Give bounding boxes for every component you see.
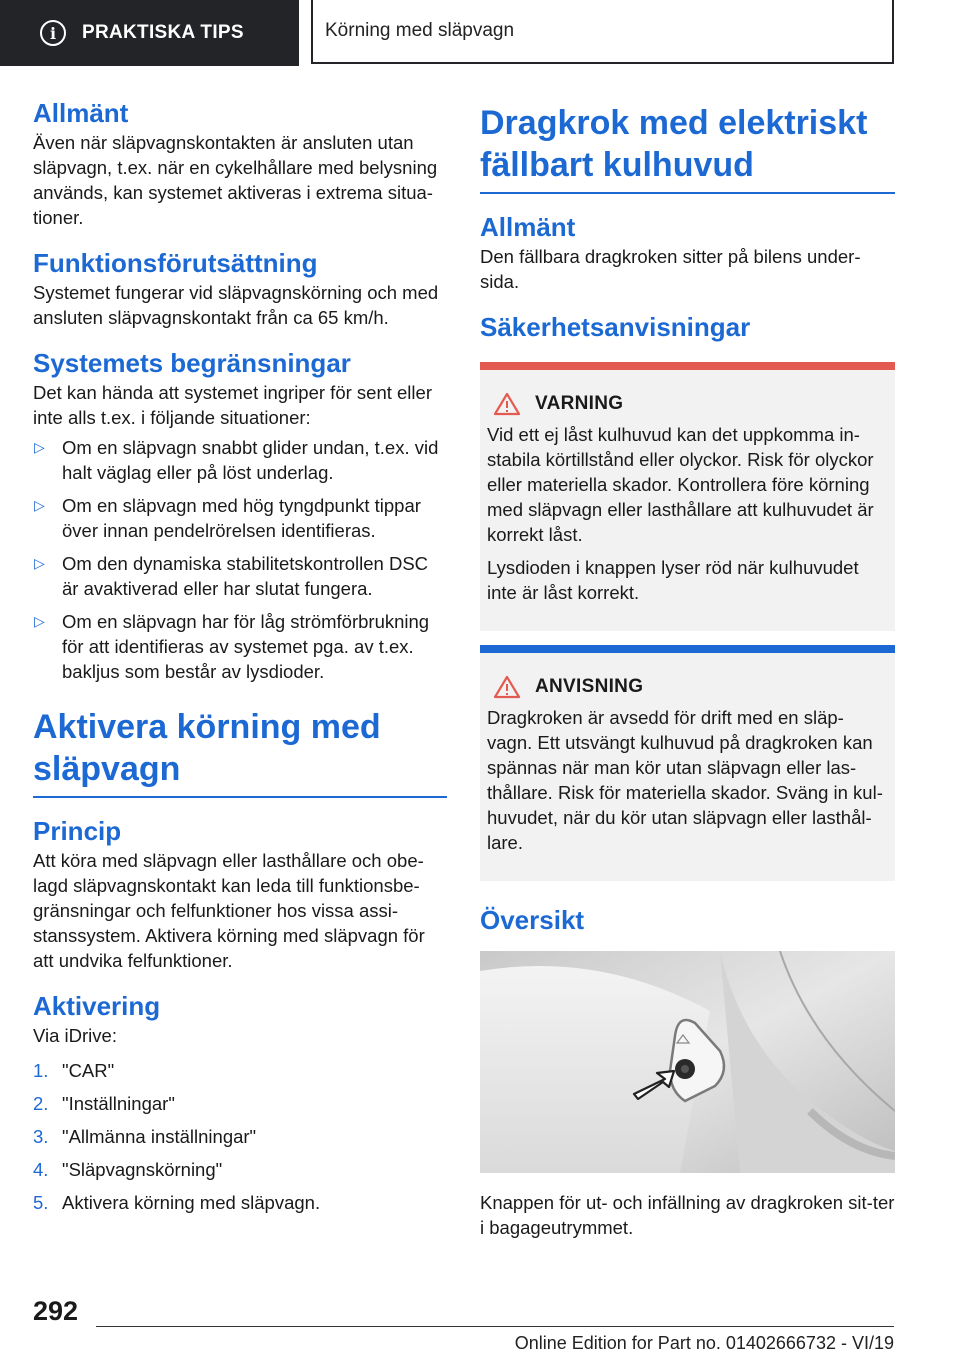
list-item: 5. Aktivera körning med släpvagn.: [33, 1192, 321, 1213]
header-bar: [0, 0, 960, 66]
list-item: 4. "Släpvagnskörning": [33, 1159, 223, 1180]
text-funktion: Systemet fungerar vid släpvagnskörning och med ansluten släpvagnskontakt från ca 65 km/h.: [33, 282, 439, 328]
section-allmant: [33, 96, 447, 230]
section-princip: [33, 814, 447, 973]
heading-funktion: Funktionsförutsättning: [33, 248, 318, 278]
triangle-bullet-icon: ▷: [34, 497, 45, 513]
section-allmant-right: [480, 210, 895, 294]
text-allmant-right: Den fällbara dragkroken sitter på bilens under‐sida.: [480, 246, 861, 292]
notice-label: ANVISNING: [535, 676, 644, 697]
triangle-bullet-icon: ▷: [34, 613, 45, 629]
warning-box: [480, 362, 895, 631]
info-icon: i: [40, 20, 66, 46]
section-aktivering: [33, 989, 447, 1215]
limitation-list: [33, 435, 447, 684]
footer-divider: [96, 1326, 894, 1327]
photo-caption: Knappen för ut- och infällning av dragkroken sit‐ter i bagageutrymmet.: [480, 1192, 895, 1238]
heading-dragkrok: Dragkrok med elektriskt fällbart kulhuvud: [480, 102, 895, 194]
warning-label: VARNING: [535, 393, 624, 414]
section-funktion: [33, 246, 447, 330]
heading-aktivering: Aktivering: [33, 991, 161, 1021]
list-item: ▷ Om en släpvagn med hög tyngdpunkt tippar över innan pendelrörelsen identifieras.: [34, 495, 421, 541]
text-allmant: Även när släpvagnskontakten är ansluten utan släpvagn, t.ex. när en cykelhållare med belysning används, kan systemet aktiveras i extrema situa‐tioner.: [33, 132, 438, 228]
text-princip: Att köra med släpvagn eller lasthållare och obe‐lagd släpvagnskontakt kan leda till funktionsbe‐gränsningar och felfunktioner hos vissa assi‐stanssystem. Aktivera körning med släpvagn för att undvika felfunktioner.: [33, 850, 425, 971]
heading-begransningar: Systemets begränsningar: [33, 348, 351, 378]
right-column: [480, 96, 895, 1240]
notice-box: [480, 645, 895, 881]
edition-text: Online Edition for Part no. 01402666732 - VI/19: [514, 1333, 894, 1353]
notice-triangle-icon: [493, 675, 521, 699]
text-begransningar: Det kan hända att systemet ingriper för sent eller inte alls t.ex. i följande situationer:: [33, 382, 432, 428]
heading-allmant-right: Allmänt: [480, 212, 576, 242]
warning-triangle-icon: [493, 392, 521, 416]
heading-aktivera: Aktivera körning med släpvagn: [33, 706, 447, 798]
list-item: ▷ Om en släpvagn snabbt glider undan, t.ex. vid halt väglag eller på löst underlag.: [34, 437, 439, 483]
heading-oversikt: Översikt: [480, 905, 585, 935]
section-tab[interactable]: [0, 0, 299, 66]
chapter-title: Körning med släpvagn: [325, 20, 515, 41]
section-begransningar: [33, 346, 447, 684]
heading-princip: Princip: [33, 816, 122, 846]
heading-allmant: Allmänt: [33, 98, 129, 128]
list-item: ▷ Om den dynamiska stabilitetskontrollen DSC är avaktiverad eller har slutat fungera.: [34, 553, 429, 599]
left-column: [33, 96, 447, 1231]
trunk-button-photo: [480, 951, 895, 1173]
section-tab-label: PRAKTISKA TIPS: [82, 22, 244, 43]
list-item: 1. "CAR": [33, 1060, 115, 1081]
warning-text-led: Lysdioden i knappen lyser röd när kulhuvudet inte är låst korrekt.: [487, 557, 859, 603]
warning-text: Vid ett ej låst kulhuvud kan det uppkomma in‐stabila körtillstånd eller olyckor. Risk för olyckor eller materiella skador. Kontrollera före körning med släpvagn eller lasthållare att kulhuvudet är korrekt låst.: [487, 424, 874, 545]
list-item: ▷ Om en släpvagn har för låg strömförbrukning för att identifieras av systemet pga. av t.ex. bakljus som består av lysdioder.: [34, 611, 430, 682]
notice-text: Dragkroken är avsedd för drift med en släp‐vagn. Ett utsvängt kulhuvud på dragkroken kan spännas när man kör utan släpvagn eller las‐thållare. Risk för materiella skador. Sväng in kul‐huvudet, när du kör utan släpvagn eller lasthål‐lare.: [487, 707, 883, 853]
heading-sakerhet: Säkerhetsanvisningar: [480, 312, 751, 342]
chapter-tab: [311, 0, 894, 64]
text-aktivering: Via iDrive:: [33, 1025, 117, 1046]
list-item: 3. "Allmänna inställningar": [33, 1126, 257, 1147]
page-number: 292: [33, 1296, 79, 1326]
steps-list: [33, 1058, 447, 1215]
triangle-bullet-icon: ▷: [34, 439, 45, 455]
list-item: 2. "Inställningar": [33, 1093, 175, 1114]
triangle-bullet-icon: ▷: [34, 555, 45, 571]
